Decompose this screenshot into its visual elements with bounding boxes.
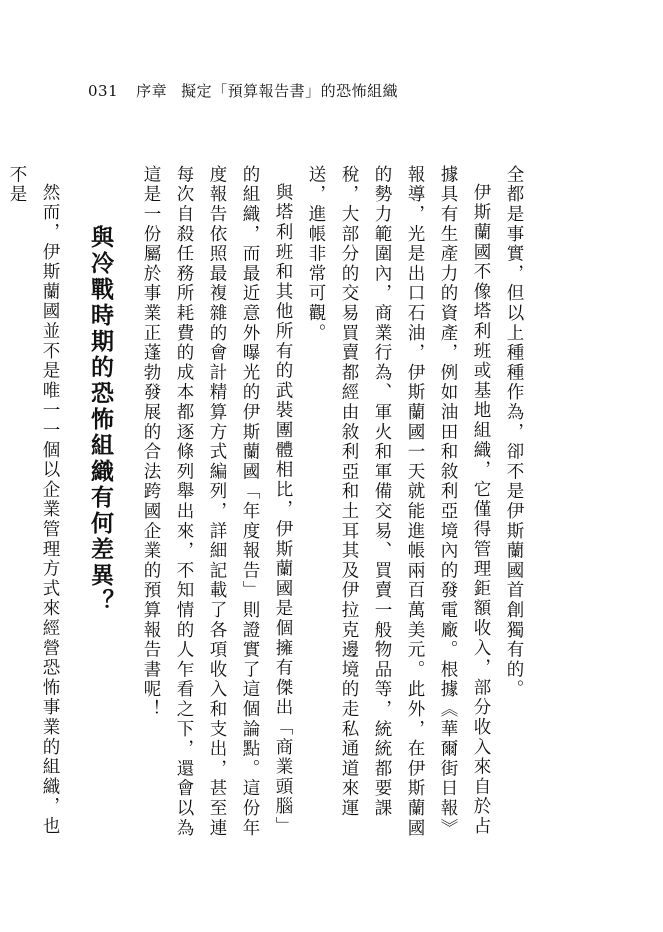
paragraph-isis-revenue: 伊斯蘭國不像塔利班或基地組織，它僅得管理鉅額收入，部分收入來自於占據具有生產力的資產，例如油田和敘利亞境內的發電廠。根據《華爾街日報》報導，光是出口石油，伊斯蘭國一天就能進帳兩百萬美元。此外，在伊斯蘭國的勢力範圍內，商業行為、軍火和軍備交易、買賣一般物品等，統統都要課稅，大部分的交易買賣都經由敘利亞和土耳其及伊拉克邊境的走私通道來運送，進帳非常可觀。 bbox=[306, 165, 491, 839]
vertical-body-text bbox=[7, 165, 530, 855]
page-number: 031 bbox=[88, 82, 119, 100]
section-heading: 與冷戰時期的恐怖組織有何差異？ bbox=[87, 224, 113, 615]
running-header bbox=[88, 80, 398, 101]
paragraph-annual-report: 與塔利班和其他所有的武裝團體相比，伊斯蘭國是個擁有傑出「商業頭腦」的組織，而最近意外曝光的伊斯蘭國「年度報告」則證實了這個論點。這份年度報告依照最複雜的會計精算方式編列，詳細記載了各項收入和支出，甚至連每次自殺任務所耗費的成本都逐條列舉出來，不知情的人乍看之下，還會以為這是一份屬於事業正蓬勃發展的合法跨國企業的預算報告書呢！ bbox=[141, 165, 293, 839]
paragraph-continued: 全都是事實，但以上種種作為，卻不是伊斯蘭國首創獨有的。 bbox=[504, 165, 524, 700]
paragraph-not-unique: 然而，伊斯蘭國並不是唯一一個以企業管理方式來經營恐怖事業的組織，也不是 bbox=[7, 165, 60, 836]
chapter-label: 序章 bbox=[136, 82, 168, 100]
chapter-title: 擬定「預算報告書」的恐怖組織 bbox=[181, 82, 399, 100]
